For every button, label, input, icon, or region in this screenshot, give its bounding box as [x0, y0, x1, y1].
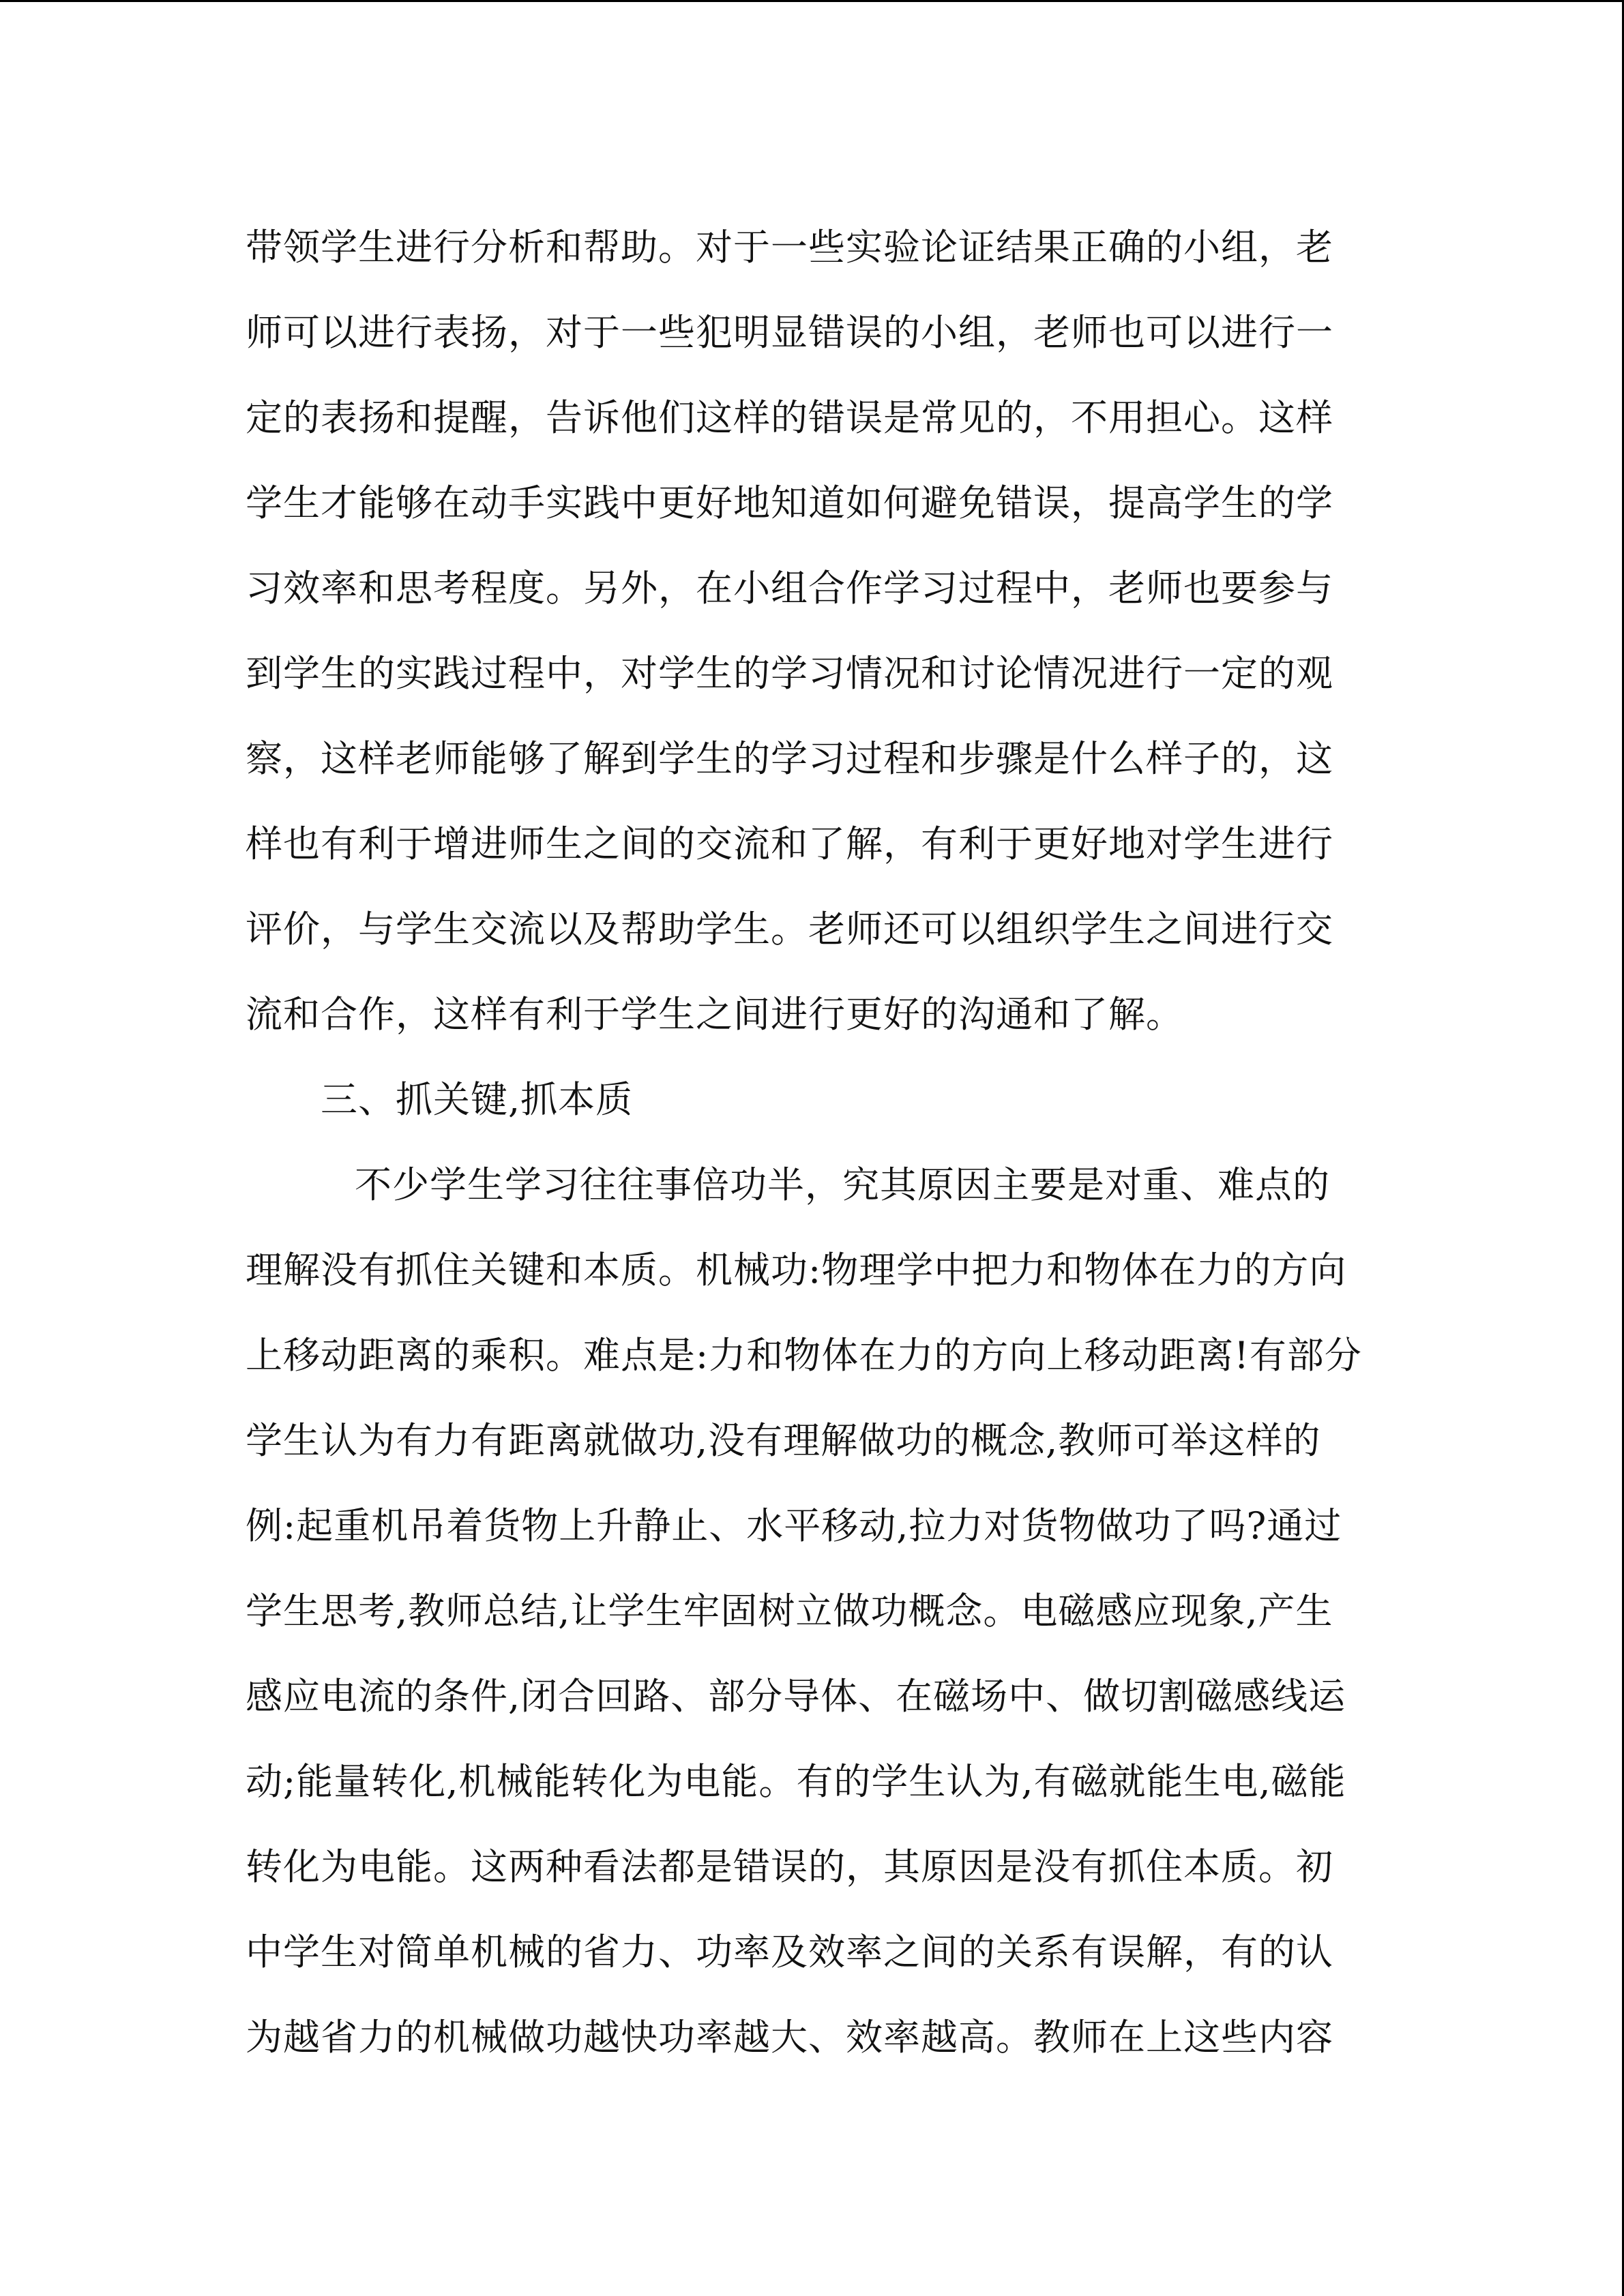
text-line: 定的表扬和提醒，告诉他们这样的错误是常见的，不用担心。这样 — [246, 396, 1333, 439]
text-line: 上移动距离的乘积。难点是:力和物体在力的方向上移动距离!有部分 — [246, 1334, 1362, 1377]
document-body — [246, 205, 1391, 2080]
text-line: 学生思考,教师总结,让学生牢固树立做功概念。电磁感应现象,产生 — [246, 1590, 1333, 1632]
text-line: 带领学生进行分析和帮助。对于一些实验论证结果正确的小组，老 — [246, 226, 1333, 269]
text-line: 学生认为有力有距离就做功,没有理解做功的概念,教师可举这样的 — [246, 1419, 1321, 1462]
text-line: 感应电流的条件,闭合回路、部分导体、在磁场中、做切割磁感线运 — [246, 1675, 1346, 1718]
text-line: 流和合作，这样有利于学生之间进行更好的沟通和了解。 — [246, 993, 1183, 1036]
text-line: 理解没有抓住关键和本质。机械功:物理学中把力和物体在力的方向 — [246, 1249, 1347, 1292]
text-line: 习效率和思考程度。另外，在小组合作学习过程中，老师也要参与 — [246, 567, 1333, 610]
text-line: 评价，与学生交流以及帮助学生。老师还可以组织学生之间进行交 — [246, 908, 1333, 951]
paragraph-first-line: 不少学生学习往往事倍功半，究其原因主要是对重、难点的 — [355, 1163, 1330, 1206]
text-line: 中学生对简单机械的省力、功率及效率之间的关系有误解，有的认 — [246, 1930, 1333, 1973]
page-top-border — [0, 0, 1624, 2]
text-line: 到学生的实践过程中，对学生的学习情况和讨论情况进行一定的观 — [246, 652, 1333, 695]
text-line: 为越省力的机械做功越快功率越大、效率越高。教师在上这些内容 — [246, 2016, 1333, 2059]
text-line: 师可以进行表扬，对于一些犯明显错误的小组，老师也可以进行一 — [246, 311, 1333, 354]
text-line: 样也有利于增进师生之间的交流和了解，有利于更好地对学生进行 — [246, 822, 1333, 865]
text-line: 动;能量转化,机械能转化为电能。有的学生认为,有磁就能生电,磁能 — [246, 1760, 1346, 1803]
text-line: 学生才能够在动手实践中更好地知道如何避免错误，提高学生的学 — [246, 481, 1333, 524]
text-line: 转化为电能。这两种看法都是错误的，其原因是没有抓住本质。初 — [246, 1845, 1333, 1888]
text-line: 察，这样老师能够了解到学生的学习过程和步骤是什么样子的，这 — [246, 737, 1333, 780]
section-heading: 三、抓关键,抓本质 — [321, 1078, 634, 1121]
text-line: 例:起重机吊着货物上升静止、水平移动,拉力对货物做功了吗?通过 — [246, 1504, 1342, 1547]
